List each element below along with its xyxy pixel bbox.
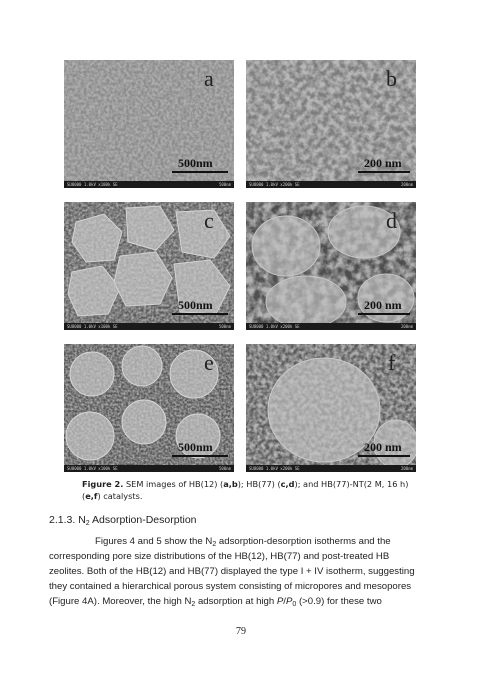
page-number: 79 xyxy=(236,626,246,637)
scale-bar-e xyxy=(172,455,228,457)
scale-label-f: 200 nm xyxy=(364,440,402,454)
info-bar-c: SU8000 1.0kV x100k SE 500nm xyxy=(64,323,234,330)
sem-panel-f xyxy=(246,344,416,472)
section-heading: 2.1.3. $N_2$ Adsorption-Desorption xyxy=(49,514,197,527)
body-paragraph-line-3: zeolites. Both of the HB(12) and HB(77) displayed the type I + IV isotherm, suggesting xyxy=(49,566,415,577)
info-bar-b: SU8000 1.0kV x200k SE 200nm xyxy=(246,181,416,188)
body-paragraph-line-1: Figures 4 and 5 show the $N_2$ adsorption-desorption isotherms and the xyxy=(95,536,391,548)
body-paragraph-line-2: corresponding pore size distributions of the HB(12), HB(77) and post-treated HB xyxy=(49,551,390,562)
panel-letter-d: d xyxy=(386,208,397,233)
scale-label-b: 200 nm xyxy=(364,156,402,170)
sem-panel-d xyxy=(246,202,416,330)
info-bar-f: SU8000 1.0kV x200k SE 200nm xyxy=(246,465,416,472)
panel-letter-c: c xyxy=(204,208,214,233)
body-paragraph-line-5: (Figure 4A). Moreover, the high $N_2$ adsorption at high $P/P_0$ (>0.9) for these two xyxy=(49,596,382,608)
scale-label-d: 200 nm xyxy=(364,298,402,312)
figure-caption xyxy=(82,478,412,502)
info-bar-e: SU8000 1.0kV x100k SE 500nm xyxy=(64,465,234,472)
sem-panel-e xyxy=(64,344,234,472)
scale-bar-b xyxy=(358,171,410,173)
sem-panel-a xyxy=(64,60,234,188)
scale-label-a: 500nm xyxy=(178,156,213,170)
panel-letter-b: b xyxy=(386,66,397,91)
caption-label: Figure 2. xyxy=(82,479,124,489)
scale-label-e: 500nm xyxy=(178,440,213,454)
caption-line-1: Figure 2. SEM images of HB(12) (a,b); HB(77) (c,d); and HB(77)-NT(2 M, 16 h) xyxy=(82,479,409,489)
panel-letter-a: a xyxy=(204,66,214,91)
sem-panel-b xyxy=(246,60,416,188)
panel-letter-e: e xyxy=(204,350,214,375)
scale-bar-c xyxy=(172,313,228,315)
caption-line-2: (e,f) catalysts. xyxy=(82,491,143,501)
body-paragraph-line-4: they contained a hierarchical porous system consisting of micropores and mesopores xyxy=(49,581,412,592)
scale-bar-f xyxy=(358,455,410,457)
sem-panel-c xyxy=(64,202,234,330)
panel-letter-f: f xyxy=(388,350,396,375)
scale-bar-a xyxy=(172,171,228,173)
info-bar-a: SU8000 1.0kV x100k SE 500nm xyxy=(64,181,234,188)
scale-label-c: 500nm xyxy=(178,298,213,312)
info-bar-d: SU8000 1.0kV x200k SE 200nm xyxy=(246,323,416,330)
scale-bar-d xyxy=(358,313,410,315)
